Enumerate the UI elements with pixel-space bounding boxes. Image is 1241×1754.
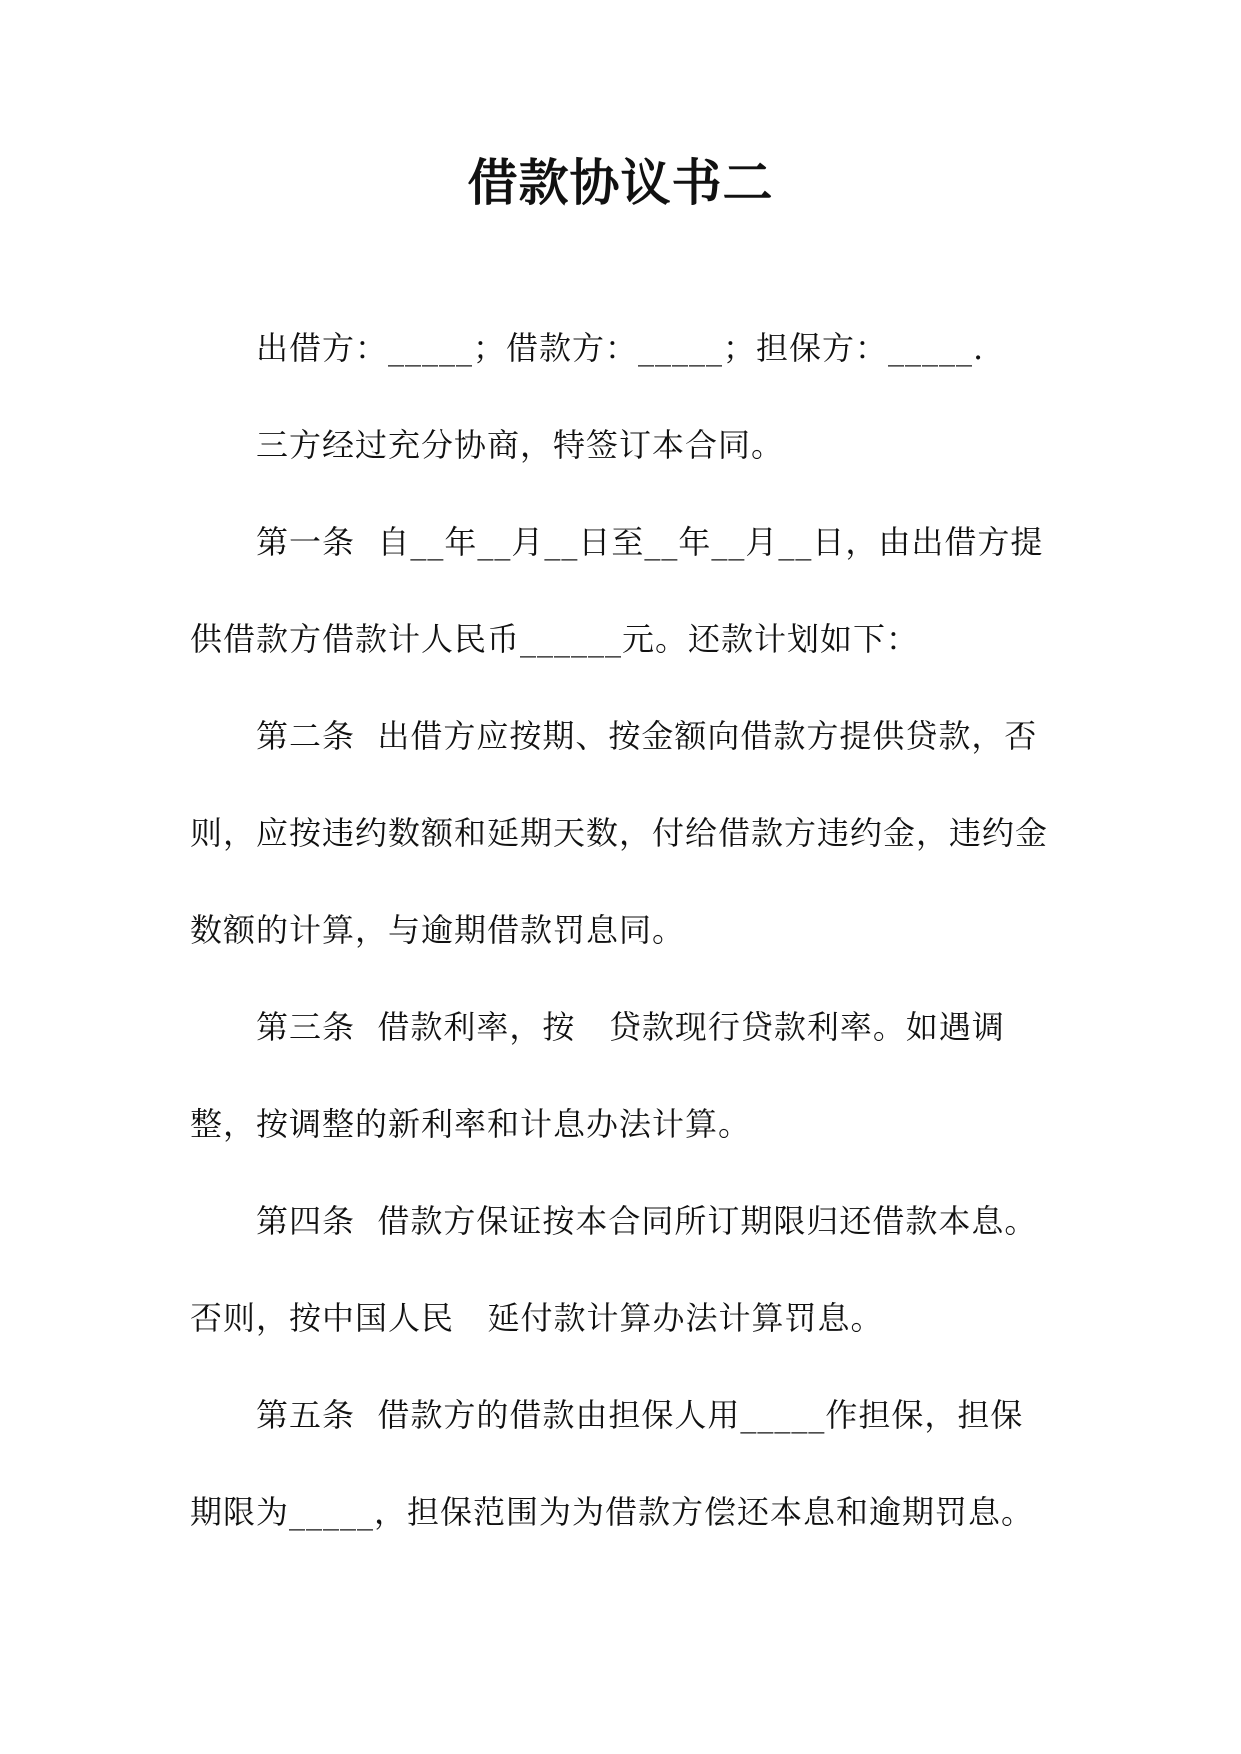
- parties-paragraph: 出借方：_____；借款方：_____；担保方：_____.: [256, 329, 985, 367]
- article-3-paragraph: 第三条 借款利率，按 贷款现行贷款利率。如遇调整，按调整的新利率和计息办法计算。: [190, 1008, 1005, 1143]
- article-1-paragraph: 第一条 自__年__月__日至__年__月__日，由出借方提供借款方借款计人民币______元。还款计划如下：: [190, 523, 1044, 658]
- article-4-paragraph: 第四条 借款方保证按本合同所订期限归还借款本息。否则，按中国人民 延付款计算办法计算罚息。: [190, 1202, 1038, 1337]
- article-5-paragraph: 第五条 借款方的借款由担保人用_____作担保，担保期限为_____，担保范围为为借款方偿还本息和逾期罚息。: [190, 1396, 1035, 1531]
- document-title: 借款协议书二: [467, 154, 774, 212]
- document-body: [190, 300, 1050, 1561]
- article-2-paragraph: 第二条 出借方应按期、按金额向借款方提供贷款，否则，应按违约数额和延期天数，付给借款方违约金，违约金数额的计算，与逾期借款罚息同。: [190, 717, 1049, 949]
- agreement-intro-paragraph: 三方经过充分协商，特签订本合同。: [256, 426, 785, 464]
